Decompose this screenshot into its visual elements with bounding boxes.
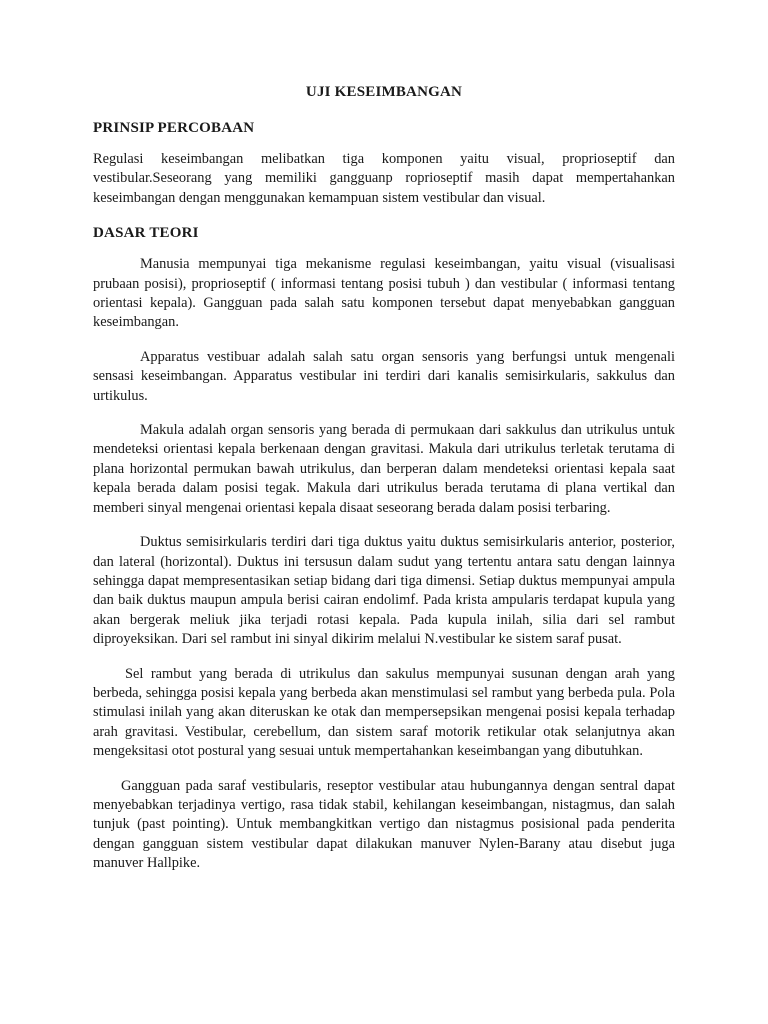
section-heading-prinsip-percobaan: PRINSIP PERCOBAAN (93, 120, 255, 136)
paragraph-duktus-semisirkularis: Duktus semisirkularis terdiri dari tiga duktus yaitu duktus semisirkularis anterior, posterior, dan lateral (horizontal). Duktus ini tersusun dalam sudut yang tertentu antara satu dengan lainnya sehingga dapat mempresentasikan setiap bidang dari tiga dimensi. Setiap duktus mempunyai ampula dan baik duktus maupun ampula berisi cairan endolimf. Pada krista ampularis terdapat kupula yang akan bergerak meliuk jika terjadi rotasi kepala. Pada kupula inilah, silia dari sel rambut diproyeksikan. Dari sel rambut ini sinyal dikirim melalui N.vestibular ke sistem saraf pusat. (93, 534, 675, 648)
paragraph-makula: Makula adalah organ sensoris yang berada di permukaan dari sakkulus dan utrikulus untuk mendeteksi orientasi kepala berkenaan dengan gravitasi. Makula dari utrikulus terletak terutama di plana horizontal permukan bawah utrikulus, dan berperan dalam mendeteksi orientasi kepala saat kepala berada dalam posisi tegak. Makula dari utrikulus berada terutama di plana vertikal dan memberi sinyal mengenai orientasi kepala disaat seseorang berada dalam posisi terbaring. (93, 422, 675, 516)
section-heading-dasar-teori: DASAR TEORI (93, 225, 199, 242)
paragraph-prinsip-percobaan: Regulasi keseimbangan melibatkan tiga komponen yaitu visual, proprioseptif dan vestibular.Seseorang yang memiliki gangguanp roprioseptif masih dapat mempertahankan keseimbangan dengan menggunakan kemampuan sistem vestibular dan visual. (93, 151, 675, 206)
paragraph-sel-rambut: Sel rambut yang berada di utrikulus dan sakulus mempunyai susunan dengan arah yang berbeda, sehingga posisi kepala yang berbeda akan menstimulasi sel rambut yang berbeda pula. Pola stimulasi inilah yang akan diteruskan ke otak dan mempersepsikan mengenai posisi kepala terhadap arah gravitasi. Vestibular, cerebellum, dan sistem saraf motorik retikular otak selanjutnya akan mengeksitasi otot postural yang sesuai untuk mempertahankan keseimbangan yang dibutuhkan. (93, 665, 675, 760)
paragraph-apparatus-vestibular: Apparatus vestibuar adalah salah satu organ sensoris yang berfungsi untuk mengenali sensasi keseimbangan. Apparatus vestibular ini terdiri dari kanalis semisirkularis, sakkulus dan urtikulus. (93, 348, 675, 404)
document-title: UJI KESEIMBANGAN (305, 84, 463, 100)
paragraph-mekanisme-regulasi: Manusia mempunyai tiga mekanisme regulasi keseimbangan, yaitu visual (visualisasi prubaan posisi), proprioseptif ( informasi tentang posisi tubuh ) dan vestibular ( informasi tentang orientasi kepala). Gangguan pada salah satu komponen tersebut dapat menyebabkan gangguan keseimbangan. (93, 256, 675, 331)
paragraph-gangguan-saraf: Gangguan pada saraf vestibularis, reseptor vestibular atau hubungannya dengan sentral dapat menyebabkan terjadinya vertigo, rasa tidak stabil, kehilangan keseimbangan, nistagmus, dan salah tunjuk (past pointing). Untuk membangkitkan vertigo dan nistagmus posisional pada penderita dengan gangguan sistem vestibular dapat dilakukan manuver Nylen-Barany atau disebut juga manuver Hallpike. (93, 777, 675, 872)
document-page (93, 82, 675, 889)
